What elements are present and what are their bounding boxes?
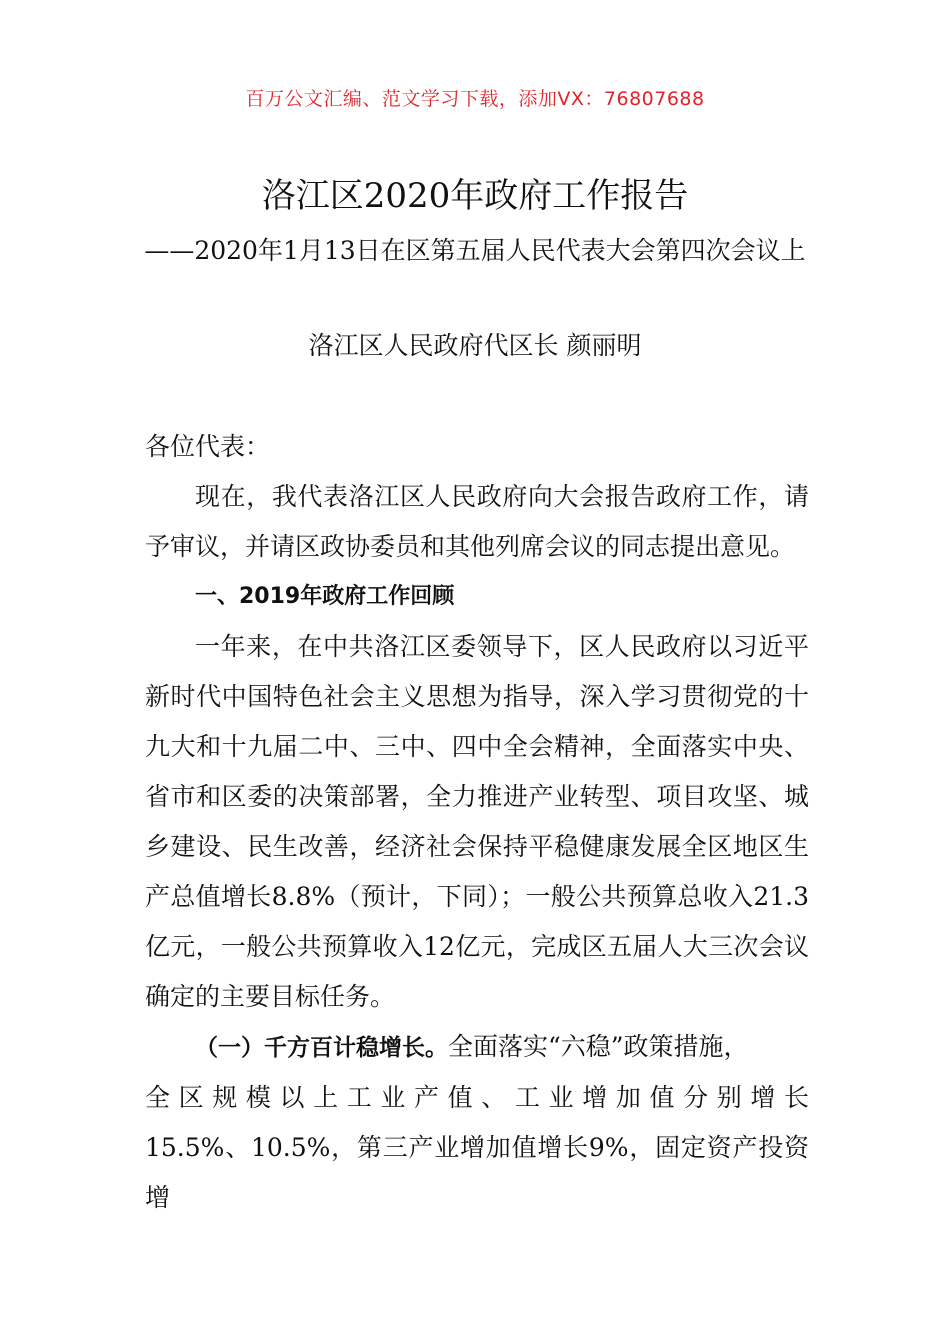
section-heading: 一、2019年政府工作回顾 (195, 584, 455, 609)
document-author: 洛江区人民政府代区长 颜丽明 (308, 331, 642, 360)
subsection-text-line3: 15.5%、10.5%，第三产业增加值增长9%，固定资产投资增 (145, 1133, 809, 1212)
intro-paragraph: 现在，我代表洛江区人民政府向大会报告政府工作，请予审议，并请区政协委员和其他列席会议的同志提出意见。 (145, 482, 809, 561)
salutation: 各位代表： (145, 432, 271, 461)
review-paragraph: 一年来，在中共洛江区委领导下，区人民政府以习近平新时代中国特色社会主义思想为指导，深入学习贯彻党的十九大和十九届二中、三中、四中全会精神，全面落实中央、省市和区委的决策部署，全力推进产业转型、项目攻坚、城乡建设、民生改善，经济社会保持平稳健康发展全区地区生产总值增长8.8%（预计，下同）；一般公共预算总收入21.3亿元，一般公共预算收入12亿元，完成区五届人大三次会议确定的主要目标任务。 (145, 632, 809, 1011)
document-subtitle: ——2020年1月13日在区第五届人民代表大会第四次会议上 (144, 236, 806, 265)
document-body (145, 422, 809, 1223)
subsection-text-line1: 全面落实“六稳”政策措施， (448, 1032, 749, 1061)
document-title: 洛江区2020年政府工作报告 (261, 176, 689, 216)
subsection-paragraph (145, 1022, 809, 1073)
subsection-text-line2: 全区规模以上工业产值、工业增加值分别增长 (145, 1083, 809, 1112)
subsection-heading: （一）千方百计稳增长。 (195, 1035, 448, 1061)
promo-banner: 百万公文汇编、范文学习下载，添加VX：76807688 (245, 88, 705, 110)
